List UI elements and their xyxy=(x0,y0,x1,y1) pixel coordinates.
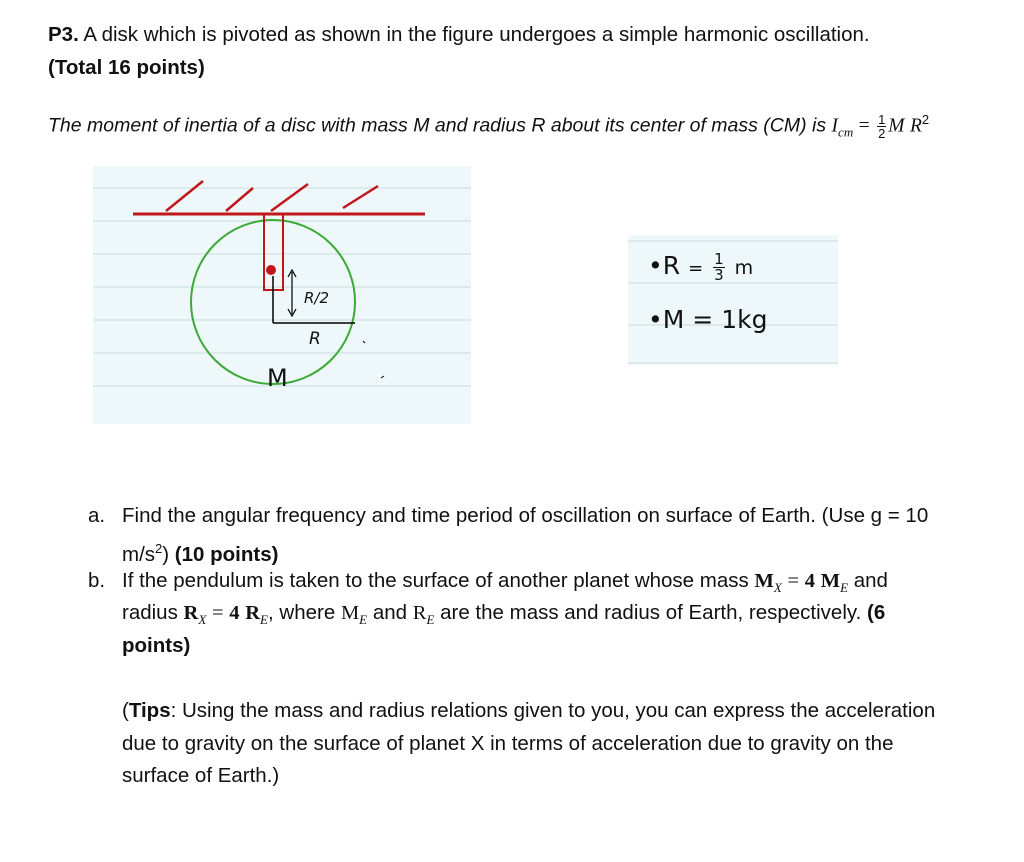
stray-mark xyxy=(363,341,365,343)
question-a-unit-sup: 2 xyxy=(155,541,163,556)
tips-line1 xyxy=(122,698,935,724)
radius-e-sub: E xyxy=(260,612,268,628)
inertia-equals: = xyxy=(858,115,870,137)
question-a-unit: m/s xyxy=(122,542,156,566)
earth-radius-symbol: R xyxy=(412,602,427,624)
bullet-2: • xyxy=(648,305,663,334)
radius-eq: = xyxy=(212,602,224,624)
mass-e-sub: E xyxy=(840,580,849,596)
question-a-line2 xyxy=(122,536,278,568)
given-radius-label: R xyxy=(662,251,681,280)
question-b-where: , where xyxy=(268,601,336,624)
given-radius-eq: = xyxy=(688,258,704,279)
given-radius xyxy=(648,251,753,284)
tips-open-paren: ( xyxy=(122,699,129,722)
mass-label: M xyxy=(267,364,288,392)
inertia-frac-den: 2 xyxy=(878,125,886,141)
given-radius-fraction xyxy=(713,249,725,284)
question-b-line1 xyxy=(122,568,888,601)
stray-mark-2 xyxy=(381,376,384,378)
ceiling-hatching xyxy=(166,181,378,211)
mass-eq: = xyxy=(787,570,800,592)
problem-statement: A disk which is pivoted as shown in the figure undergoes a simple harmonic oscillation. xyxy=(83,23,870,46)
radius-x-sub: X xyxy=(198,612,207,628)
radius-factor: 4 xyxy=(229,602,240,624)
tips-line2: due to gravity on the surface of planet X in terms of acceleration due to gravity on the xyxy=(122,732,894,755)
radius-x-symbol: R xyxy=(183,602,199,624)
inertia-radius: R xyxy=(909,115,922,137)
problem-heading xyxy=(48,22,870,48)
question-b-line2 xyxy=(122,600,885,633)
mass-e-symbol: M xyxy=(820,570,841,592)
question-a-points: (10 points) xyxy=(174,542,279,566)
question-b-points-open: (6 xyxy=(867,601,886,624)
inertia-symbol: I xyxy=(831,115,839,137)
earth-mass-symbol: M xyxy=(340,602,360,624)
half-radius-label: R/2 xyxy=(304,289,330,307)
question-b-and: and xyxy=(853,569,888,592)
pendulum-diagram xyxy=(93,166,471,424)
inertia-fraction xyxy=(877,113,886,140)
bullet: • xyxy=(648,251,663,280)
given-values-note xyxy=(628,235,838,365)
inertia-frac-num: 1 xyxy=(878,111,886,127)
given-mass-eq: = xyxy=(692,305,714,334)
earth-mass-sub: E xyxy=(359,612,368,628)
given-r-frac-num: 1 xyxy=(714,249,724,268)
tips-text1: : Using the mass and radius relations given to you, you can express the acceleration xyxy=(170,699,936,722)
inertia-subscript: cm xyxy=(838,124,854,140)
problem-number: P3. xyxy=(48,23,79,46)
given-mass-label: M xyxy=(662,305,685,334)
tips-label: Tips xyxy=(128,699,171,722)
inertia-square: 2 xyxy=(921,112,930,127)
inertia-statement xyxy=(48,107,929,145)
given-mass xyxy=(648,305,767,335)
pivot-point xyxy=(266,265,276,275)
given-radius-unit: m xyxy=(734,257,754,279)
given-mass-value: 1kg xyxy=(721,305,768,334)
earth-radius-sub: E xyxy=(426,612,435,628)
given-r-frac-den: 3 xyxy=(714,265,724,284)
question-b-points-close: points) xyxy=(122,634,191,657)
tips-line3: surface of Earth.) xyxy=(122,764,280,787)
inertia-text: The moment of inertia of a disc with mass M and radius R about its center of mass (CM) is xyxy=(48,114,832,137)
inertia-mass: M xyxy=(888,115,905,137)
pendulum-figure xyxy=(93,166,471,424)
question-b-label: b. xyxy=(88,569,106,592)
radius-e-symbol: R xyxy=(245,602,261,624)
question-a-unit-close: ) xyxy=(162,542,170,566)
question-a-label: a. xyxy=(88,504,106,527)
question-a-line1: Find the angular frequency and time period of oscillation on surface of Earth. (Use g = 10 xyxy=(122,504,929,527)
mass-x-symbol: M xyxy=(754,570,774,592)
question-b-text2: radius xyxy=(122,601,178,624)
question-b-text3: are the mass and radius of Earth, respectively. xyxy=(440,601,862,624)
mass-factor: 4 xyxy=(804,570,815,592)
question-b-and2: and xyxy=(372,601,408,624)
question-b-text1: If the pendulum is taken to the surface of another planet whose mass xyxy=(122,569,749,592)
radius-label: R xyxy=(309,329,321,349)
total-points: (Total 16 points) xyxy=(48,56,205,79)
mass-x-sub: X xyxy=(773,580,782,596)
